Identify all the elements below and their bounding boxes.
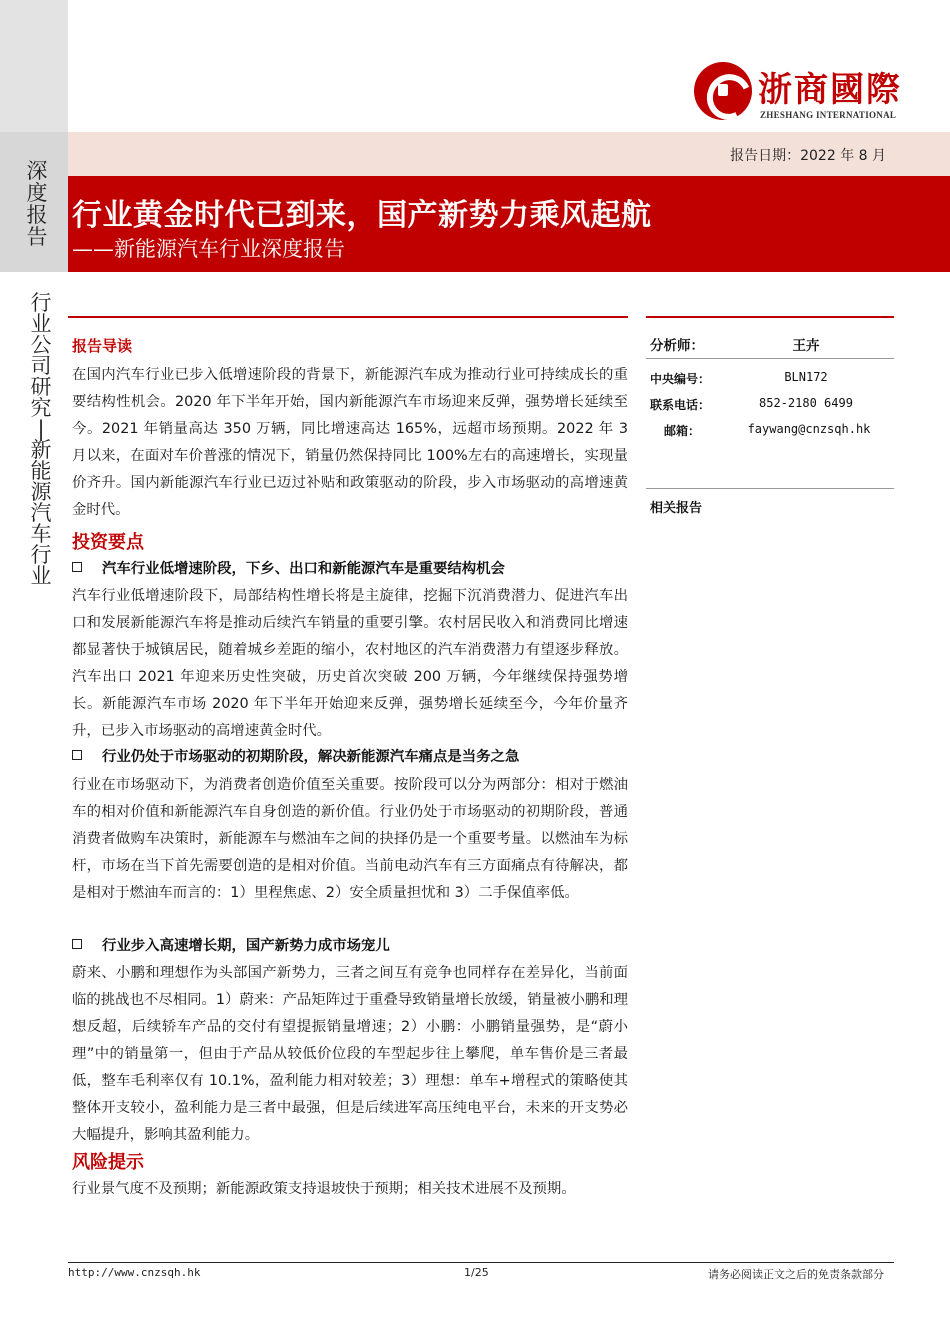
risk-text: 行业景气度不及预期；新能源政策支持退坡快于预期；相关技术进展不及预期。 — [72, 1181, 576, 1197]
logo-name-cn: 浙商國際 — [758, 70, 902, 110]
investment-point-3-text: 蔚来、小鹏和理想作为头部国产新势力，三者之间互有竞争也同样存在差异化，当前面临的挑战也不尽相同。1）蔚来：产品矩阵过于重叠导致销量增长放缓，销量被小鹏和理想反超，后续轿车产品的交付有望提振销量增速；2）小鹏：小鹏销量强势，是“蔚小理”中的销量第一，但由于产品从较低价位段的车型起步往上攀爬，单车售价是三者最低，整车毛利率仅有 10.1%，盈利能力相对较差；3）理想：单车+增程式的策略使其整体开支较小，盈利能力是三者中最强，但是后续进军高压纯电平台，未来的开支势必大幅提升，影响其盈利能力。 — [72, 965, 629, 1143]
analyst-phone: 852-2180 6499 — [759, 396, 853, 410]
logo-mark-icon — [694, 62, 752, 120]
summary-divider — [68, 316, 628, 318]
analyst-box — [646, 330, 894, 450]
checkbox-bullet-icon — [72, 750, 82, 760]
page-subtitle: ——新能源汽车行业深度报告 — [72, 237, 345, 261]
analyst-divider — [646, 316, 894, 318]
investment-point-1-title: 汽车行业低增速阶段，下乡、出口和新能源汽车是重要结构机会 — [72, 557, 505, 578]
related-reports-label: 相关报告 — [650, 501, 703, 516]
investment-point-1-text: 汽车行业低增速阶段下，局部结构性增长将是主旋律，挖掘下沉消费潜力、促进汽车出口和发展新能源汽车将是推动后续汽车销量的重要引擎。农村居民收入和消费同比增速都显著快于城镇居民，随着城乡差距的缩小，农村地区的汽车消费潜力有望逐步释放。汽车出口 2021 年迎来历史性突破，历史首次突破 200 万辆，今年继续保持强势增长。新能源汽车市场 2020 年下半年开始迎来反弹，强势增长延续至今，今年价量齐升，已步入市场驱动的高增速黄金时代。 — [72, 588, 628, 739]
logo-name-en: ZHESHANG INTERNATIONAL — [760, 110, 897, 120]
analyst-email-label: 邮箱： — [664, 424, 701, 438]
related-reports-divider — [646, 488, 894, 489]
report-type-label: 深度报告 — [26, 159, 48, 249]
industry-tag: 行业公司研究 | 新能源汽车行业 — [30, 291, 52, 588]
investment-point-3-title: 行业步入高速增长期，国产新势力成市场宠儿 — [72, 934, 390, 955]
analyst-name: 王卉 — [792, 338, 820, 354]
analyst-name-underline — [646, 358, 894, 359]
footer-url[interactable]: http://www.cnzsqh.hk — [68, 1266, 201, 1279]
footer-divider — [68, 1262, 894, 1263]
analyst-id-label: 中央编号： — [650, 372, 711, 386]
risk-heading: 风险提示 — [72, 1152, 144, 1173]
summary-text: 在国内汽车行业已步入低增速阶段的背景下，新能源汽车成为推动行业可持续成长的重要结构性机会。2020 年下半年开始，国内新能源汽车市场迎来反弹，强势增长延续至今。2021 年销量高达 350 万辆，同比增速高达 165%，远超市场预期。2022 年 3 月以来，在面对车价普涨的情况下，销量仍然保持同比 100%左右的高速增长，实现量价齐升。国内新能源汽车行业已迈过补贴和政策驱动的阶段，步入市场驱动的高增速黄金时代。 — [72, 367, 628, 518]
investment-heading: 投资要点 — [72, 532, 144, 553]
checkbox-bullet-icon — [72, 939, 82, 949]
report-date: 报告日期：2022 年 8 月 — [730, 148, 886, 164]
checkbox-bullet-icon — [72, 562, 82, 572]
analyst-id: BLN172 — [784, 370, 828, 384]
page-title: 行业黄金时代已到来，国产新势力乘风起航 — [72, 198, 652, 233]
summary-heading: 报告导读 — [72, 337, 133, 355]
analyst-email[interactable]: faywang@cnzsqh.hk — [747, 422, 871, 436]
page-number: 1/25 — [464, 1266, 489, 1279]
investment-point-2-text: 行业在市场驱动下，为消费者创造价值至关重要。按阶段可以分为两部分：相对于燃油车的相对价值和新能源汽车自身创造的新价值。行业仍处于市场驱动的初期阶段，普通消费者做购车决策时，新能源车与燃油车之间的抉择仍是一个重要考量。以燃油车为标杆，市场在当下首先需要创造的是相对价值。当前电动汽车有三方面痛点有待解决，都是相对于燃油车而言的：1）里程焦虑、2）安全质量担忧和 3）二手保值率低。 — [72, 777, 628, 901]
analyst-phone-label: 联系电话： — [650, 398, 711, 412]
investment-point-2-title: 行业仍处于市场驱动的初期阶段，解决新能源汽车痛点是当务之急 — [72, 745, 519, 766]
company-logo — [694, 62, 902, 124]
footer-disclaimer: 请务必阅读正文之后的免责条款部分 — [708, 1268, 884, 1281]
analyst-name-label: 分析师： — [650, 338, 704, 354]
